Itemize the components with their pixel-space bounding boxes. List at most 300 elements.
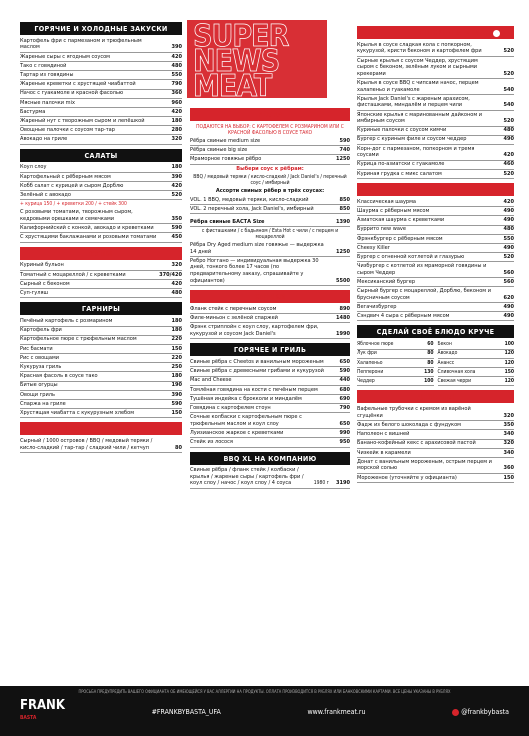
menu-item <box>357 474 514 483</box>
menu-item-name: Крылья в соусе сладкая кола с попкорном, кукурузой, кристи беконом и картофелем фри <box>357 41 482 55</box>
addon-item-price: 120 <box>504 378 514 385</box>
addon-item-name: Сливочная хола <box>437 368 476 375</box>
menu-item <box>357 278 514 287</box>
section-header-steaks: СТЕЙКИ <box>190 290 350 303</box>
menu-item <box>357 95 514 111</box>
menu-item <box>357 253 514 262</box>
social-icon <box>452 709 459 716</box>
menu-item-name: Вафельные трубочки с кремом из варёной сгущёнки <box>357 406 471 419</box>
ribs-dry <box>190 241 350 257</box>
menu-item-price: 220 <box>171 354 182 361</box>
section-header-sauces: СОУСЫ НА ВЫБОР <box>20 422 182 435</box>
menu-item-name: Курица по-азиатски с гуакамоле <box>357 161 445 168</box>
salads-list-2 <box>20 208 182 242</box>
menu-item-name: Чизбургер с котлетой из мраморной говядины и сыром Чеддер <box>357 263 487 276</box>
addon-item <box>357 340 434 349</box>
menu-item-name: С хрустящими баклажанами и розовыми томатами <box>20 234 157 241</box>
ribs-vol2-price: 850 <box>339 205 350 212</box>
menu-item-name: Зелёный с авокадо <box>20 192 71 199</box>
menu-item-price: 740 <box>339 146 350 153</box>
menu-item <box>20 173 182 182</box>
menu-item-price: 320 <box>503 440 514 447</box>
wings-list <box>357 41 514 179</box>
addon-item <box>357 377 434 386</box>
menu-item <box>20 271 182 280</box>
menu-item-price: 1480 <box>335 315 350 322</box>
menu-item-price: 560 <box>503 278 514 285</box>
menu-item <box>357 440 514 449</box>
ribs-basta-price: 1390 <box>335 218 350 225</box>
menu-item-price: 490 <box>503 208 514 215</box>
menu-item-name: Фадж из белого шоколада с фундуком <box>357 421 461 428</box>
menu-item <box>20 224 182 233</box>
salads-addon: + курица 150 / + креветки 200 / + стейк 300 <box>20 201 127 208</box>
menu-item-price: 490 <box>503 244 514 251</box>
menu-item-name: Классическая шаурма <box>357 198 417 205</box>
website-link[interactable]: www.frankmeat.ru <box>307 708 366 716</box>
menu-item <box>190 395 350 404</box>
menu-item-name: Луизианское жаркое с креветками <box>190 429 284 436</box>
menu-item-price: 990 <box>339 429 350 436</box>
menu-item-price: 790 <box>171 81 182 88</box>
menu-item-name: Куриные палочки с соусом кимчи <box>357 127 447 134</box>
ribs-dry-name: Рёбра Dry Aged medium size говяжье — выдержка 14 дней <box>190 242 324 255</box>
addon-item-price: 150 <box>504 368 514 375</box>
menu-item <box>20 382 182 391</box>
sauces-row <box>20 437 182 453</box>
menu-item-price: 950 <box>339 439 350 446</box>
menu-item-name: Говядина с картофелем стоун <box>190 404 271 411</box>
menu-item-name: Свиные рёбра с Cheetos и ванильным мороженым <box>190 359 324 366</box>
menu-item <box>357 207 514 216</box>
menu-item-name: Крылья Jack Daniel's с жареным арахисом, фисташками, миндалём и перцем чили <box>357 95 470 109</box>
menu-item-name: Шаурма с рёберным мясом <box>357 208 430 215</box>
ribs-vol2-name: VOL. 2 перечный хола, Jack Daniel's, имбирный <box>190 205 314 212</box>
menu-item-price: 420 <box>171 182 182 189</box>
menu-item-price: 190 <box>171 382 182 389</box>
menu-item-name: Крылья в соусе BBQ с чипсами начос, перцем халапеньо и гуакамоле <box>357 79 479 93</box>
addon-item-price: 120 <box>504 350 514 357</box>
menu-item <box>357 57 514 79</box>
addon-item <box>357 368 434 377</box>
salads-list <box>20 164 182 201</box>
menu-item-price: 340 <box>503 431 514 438</box>
menu-item <box>20 354 182 363</box>
menu-item-price: 450 <box>171 234 182 241</box>
section-header-hot-cold: ГОРЯЧИЕ И ХОЛОДНЫЕ ЗАКУСКИ <box>20 22 182 35</box>
menu-item <box>20 135 182 144</box>
menu-item-price: 180 <box>171 373 182 380</box>
menu-item-price: 180 <box>171 318 182 325</box>
footer <box>0 686 529 736</box>
menu-item-name: Мраморное говяжье рёбро <box>190 156 262 163</box>
menu-item <box>190 314 350 323</box>
menu-item-name: Буррито new wave <box>357 226 406 233</box>
menu-item <box>20 391 182 400</box>
menu-item-price: 180 <box>171 117 182 124</box>
menu-item-name: Филе-миньон с зелёной спаржей <box>190 315 278 322</box>
menu-item-name: Мексиканский бургер <box>357 278 416 285</box>
menu-item-name: Авокадо на гриле <box>20 136 68 143</box>
menu-item <box>20 182 182 191</box>
promo-banner <box>187 20 327 98</box>
menu-item-price: 390 <box>171 173 182 180</box>
section-header-desserts: ДЕСЕРТЫ <box>357 390 514 403</box>
ribs-basta <box>190 218 350 227</box>
logo-sub: BASTA <box>20 715 37 721</box>
menu-item-name: Чизкейк в карамели <box>357 449 411 456</box>
menu-item-price: 280 <box>171 127 182 134</box>
menu-item-price: 320 <box>503 412 514 419</box>
menu-item-price: 520 <box>503 170 514 177</box>
menu-item-name: Томатный с моцареллой / с креветками <box>20 271 126 278</box>
menu-item <box>190 146 350 155</box>
frank-logo <box>20 700 65 724</box>
menu-item-price: 960 <box>171 99 182 106</box>
menu-item-name: Бастурма <box>20 108 46 115</box>
menu-item-name: Рёбра свиные big size <box>190 146 248 153</box>
menu-item-name: Овощные палочки с соусом тар-тар <box>20 127 115 134</box>
menu-item-name: Бургер с куриным филе и соусом чеддер <box>357 136 467 143</box>
ribs-basta-note: с фисташками / с бадьяном / Esta Hot с чили / с перцем и моцареллой <box>201 228 339 241</box>
menu-item-name: Красная фасоль в соусе тако <box>20 373 98 380</box>
menu-item-price: 480 <box>503 226 514 233</box>
menu-item <box>190 155 350 164</box>
menu-item-price: 1250 <box>335 156 350 163</box>
menu-item <box>190 438 350 447</box>
column-middle <box>190 108 350 489</box>
menu-item-name: Азиатская шаурма с креветками <box>357 217 445 224</box>
menu-item-name: Фланк стейк с перечным соусом <box>190 305 277 312</box>
banner-line-3: MEAT <box>193 69 272 98</box>
banner-line-1: SUPER <box>193 20 289 54</box>
menu-item-price: 360 <box>503 465 514 472</box>
menu-item-name: С розовыми томатами, творожным сыром, кедровыми орешками и семечками <box>20 209 133 222</box>
menu-item-name: Фрэнкбургер с рёберным мясом <box>357 235 443 242</box>
steaks-list <box>190 305 350 339</box>
menu-item <box>190 305 350 314</box>
menu-item <box>357 405 514 421</box>
menu-item <box>357 226 514 235</box>
menu-item <box>20 71 182 80</box>
menu-item <box>190 413 350 429</box>
menu-item-price: 650 <box>339 420 350 427</box>
section-header-street: СТРИТФУД <box>357 183 514 196</box>
ribs-assorti: Ассорти свиных рёбер в трёх соусах: <box>215 188 325 195</box>
addon-item <box>438 359 515 368</box>
ribs-vol2 <box>190 205 350 214</box>
menu-item-price: 650 <box>339 359 350 366</box>
menu-item <box>20 126 182 135</box>
menu-item-name: Рёбра свиные medium size <box>190 137 261 144</box>
menu-item-name: Томлёная говядина на кости с печёным перцем <box>190 386 318 393</box>
footer-disclaimer: ПРОСЬБА ПРЕДУПРЕДИТЬ ВАШЕГО ОФИЦИАНТА ОБ ИМЕЮЩЕЙСЯ У ВАС АЛЛЕРГИИ НА ПРОДУКТЫ. ОПЛАТА ПРОИЗВОДИТСЯ В РУБЛЯХ ИЛИ БАНКОВСКИМИ КАРТАМИ. ВСЕ ЦЕНЫ УКАЗАНЫ В РУБЛЯХ <box>78 689 451 694</box>
menu-item <box>20 37 182 53</box>
bbqxl-row <box>190 467 350 489</box>
menu-item <box>357 262 514 278</box>
menu-item-price: 480 <box>171 62 182 69</box>
menu-item <box>357 161 514 170</box>
ribs-sauce-list: BBQ / медовый теряки / кисло-сладкий / Jack Daniel's / перечный соус / имбирный <box>193 174 347 187</box>
hot-cold-list <box>20 37 182 145</box>
menu-item-price: 520 <box>171 192 182 199</box>
menu-item-name: Начос с гуакамоле и красной фасолью <box>20 90 124 97</box>
menu-item-name: Спаржа на гриле <box>20 400 66 407</box>
menu-item-price: 180 <box>171 327 182 334</box>
menu-item-name: Куриный бульон <box>20 262 64 269</box>
menu-item-name: Картофельное пюре с трюфельным маслом <box>20 336 137 343</box>
menu-item-price: 390 <box>171 44 182 51</box>
addon-item <box>438 377 515 386</box>
ribs-vol1 <box>190 196 350 205</box>
ribs-note: ПОДАЮТСЯ НА ВЫБОР: С КАРТОФЕЛЕМ С РОЗМАРИНОМ ИЛИ С КРАСНОЙ ФАСОЛЬЮ В СОУСЕ ТАКО <box>196 124 344 136</box>
addon-item <box>357 359 434 368</box>
menu-item-price: 320 <box>171 262 182 269</box>
addon-item <box>357 350 434 359</box>
menu-item <box>190 386 350 395</box>
bowl-left-list <box>357 340 434 386</box>
menu-item <box>357 127 514 136</box>
menu-item-name: Овощи гриль <box>20 391 55 398</box>
menu-item-name: Mac and Cheese <box>190 377 232 384</box>
addon-item <box>438 350 515 359</box>
menu-item-price: 1990 <box>335 330 350 337</box>
garnish-list <box>20 317 182 418</box>
addon-item-name: Яблочное пюре <box>357 341 394 348</box>
menu-item <box>20 53 182 62</box>
menu-item-price: 680 <box>339 386 350 393</box>
menu-item-price: 490 <box>503 313 514 320</box>
menu-item <box>190 377 350 386</box>
banner-line-2: NEWS <box>193 44 280 79</box>
section-header-salads: САЛАТЫ <box>20 149 182 162</box>
menu-item-price: 420 <box>171 53 182 60</box>
menu-item-name: Жареные креветки с хрустящей чиабаттой <box>20 81 136 88</box>
addon-item-name: Анансс <box>437 359 455 366</box>
grill-list <box>190 358 350 447</box>
menu-item-name: Коул слоу <box>20 164 47 171</box>
menu-item-name: Картофельный с рёберным мясом <box>20 173 111 180</box>
menu-item-name: Японские крылья с маринованным дайконом и имбирным соусом <box>357 111 483 125</box>
menu-item <box>20 336 182 345</box>
menu-item-price: 790 <box>339 404 350 411</box>
menu-item <box>20 363 182 372</box>
menu-item <box>20 409 182 418</box>
addon-item-price: 130 <box>424 368 434 375</box>
menu-item <box>357 303 514 312</box>
menu-item <box>190 404 350 413</box>
menu-item-price: 490 <box>503 136 514 143</box>
menu-item <box>190 367 350 376</box>
addon-item-price: 100 <box>504 341 514 348</box>
menu-item-name: Куриная грудка с микс салатом <box>357 170 442 177</box>
wings-title: CHICKEN & WINGS <box>418 28 491 37</box>
menu-item <box>190 137 350 146</box>
menu-item-name: Печёный картофель с розмарином <box>20 318 113 325</box>
street-list <box>357 198 514 321</box>
menu-item <box>20 108 182 117</box>
menu-item-name: Свиные рёбра с древесными грибами и кукурузой <box>190 368 324 375</box>
menu-item-price: 890 <box>339 305 350 312</box>
menu-item <box>357 430 514 439</box>
addon-item <box>438 340 515 349</box>
menu-item <box>20 233 182 242</box>
menu-item-price: 220 <box>171 336 182 343</box>
addon-item <box>438 368 515 377</box>
menu-item-price: 690 <box>339 395 350 402</box>
menu-item-name: Рис с овощами <box>20 354 60 361</box>
bbqxl-price: 3190 <box>335 480 350 487</box>
menu-item <box>20 345 182 354</box>
menu-item-name: Сырные крылья с соусом Чеддер, хрустящим сыром с беконом, зелёным луком и сырными крекерами <box>357 57 478 77</box>
menu-item-name: Мясные палочки mix <box>20 99 75 106</box>
menu-item-name: Сэндвич 4 сыра с рёберным мясом <box>357 313 450 320</box>
ribs-dry-price: 1250 <box>335 248 350 255</box>
menu-item-price: 460 <box>503 161 514 168</box>
menu-item <box>357 79 514 95</box>
menu-item <box>190 323 350 339</box>
menu-item-price: 420 <box>503 198 514 205</box>
menu-item-price: 520 <box>503 118 514 125</box>
menu-item-price: 520 <box>503 70 514 77</box>
menu-item <box>20 90 182 99</box>
sauces-text: Сырный / 1000 островов / BBQ / медовый теряки / кисло-сладкий / тар-тар / сладкий чили / кетчуп <box>20 438 153 451</box>
menu-item <box>357 449 514 458</box>
menu-item-name: Кобб салат с курицей и сыром Дорблю <box>20 182 124 189</box>
menu-item-price: 490 <box>503 217 514 224</box>
menu-item-price: 520 <box>503 48 514 55</box>
ribs-nogtano-name: Ребро Ноггано — индивидуальная выдержка 30 дней, тонкого более 17 часов (по предварительному заказу, спрашивайте у официантов) <box>190 257 319 284</box>
menu-item-name: Бургер с огненной котлетой и глазурью <box>357 253 465 260</box>
menu-item <box>357 136 514 145</box>
menu-item-name: Хрустящая чиабатта с кукурузным хлебом <box>20 409 135 416</box>
menu-item-price: 520 <box>503 253 514 260</box>
menu-item <box>357 421 514 430</box>
menu-item-price: 350 <box>171 215 182 222</box>
menu-item-name: Вегачизбургер <box>357 303 397 310</box>
hashtag-text: #FRANKBYBASTA_UFA <box>151 708 221 716</box>
menu-item <box>20 99 182 108</box>
section-header-soups: СУПЫ <box>20 247 182 260</box>
menu-item <box>20 280 182 289</box>
menu-item-name: Кукуруза гриль <box>20 364 62 371</box>
menu-item-name: Суп-гуляш <box>20 289 49 296</box>
menu-item-name: Сырный с беконом <box>20 280 70 287</box>
menu-item <box>357 41 514 57</box>
addon-item-name: Халапеньо <box>357 359 383 366</box>
menu-item <box>190 429 350 438</box>
social-handle[interactable] <box>452 708 509 716</box>
addon-item-name: Лук фри <box>357 350 377 357</box>
menu-item <box>20 400 182 409</box>
menu-item-price: 360 <box>171 90 182 97</box>
section-header-bbqxl: BBQ XL НА КОМПАНИЮ <box>190 452 350 465</box>
bowl-grid <box>357 340 514 386</box>
menu-item <box>20 317 182 326</box>
section-header-ribs: РЁБРА <box>190 108 350 121</box>
menu-item-name: Картофель фри с пармезаном и трюфельным маслом <box>20 37 142 51</box>
menu-item-price: 250 <box>171 364 182 371</box>
menu-item-name: Cheesy Killer <box>357 244 390 251</box>
menu-item-price: 590 <box>171 400 182 407</box>
ribs-nogtano <box>190 257 350 286</box>
menu-item-price: 550 <box>171 71 182 78</box>
bbqxl-text: Свиные рёбра / фланк стейк / колбаски / крылья / жареные сыры / картофель фри / коул слоу / начос / коул слоу / 4 соуса <box>190 467 304 487</box>
menu-item <box>357 170 514 179</box>
menu-item-price: 180 <box>171 164 182 171</box>
menu-item-price: 420 <box>503 152 514 159</box>
desserts-list <box>357 405 514 483</box>
bbqxl-weight: 1980 г <box>313 480 329 487</box>
ribs-list <box>190 137 350 165</box>
menu-item-price: 150 <box>171 409 182 416</box>
menu-item-name: Картофель фри <box>20 327 62 334</box>
ribs-basta-name: Рёбра свиные БАСТА Size <box>190 218 265 225</box>
menu-item <box>20 289 182 298</box>
menu-item-name: Битые огурцы <box>20 382 58 389</box>
menu-item <box>357 198 514 207</box>
menu-item-price: 590 <box>171 224 182 231</box>
menu-item-price: 620 <box>503 294 514 301</box>
menu-item-name: Сочные колбаски с картофельным пюре с трюфельным маслом и коул слоу <box>190 414 302 427</box>
column-right <box>357 26 514 483</box>
menu-item <box>20 208 182 224</box>
menu-item-name: Тушёная индейка с брокколи и миндалём <box>190 395 302 402</box>
menu-item <box>20 372 182 381</box>
menu-item-price: 420 <box>171 108 182 115</box>
addon-item-name: Чеддер <box>357 378 375 385</box>
menu-item-name: Жареные сыры с ягодным соусом <box>20 53 110 60</box>
menu-item <box>20 62 182 71</box>
menu-item-name: Тартар из говядины <box>20 71 74 78</box>
ribs-vol1-name: VOL. 1 BBQ, медовый теряки, кисло-сладкий <box>190 196 309 203</box>
menu-item <box>20 191 182 200</box>
logo-text: FRANK <box>20 698 65 713</box>
footer-bar <box>0 694 529 724</box>
addon-item-price: 60 <box>427 341 434 348</box>
menu-item <box>357 111 514 127</box>
bowl-right-list <box>438 340 515 386</box>
menu-item <box>357 458 514 474</box>
menu-item-price: 590 <box>339 368 350 375</box>
menu-item-name: Фрэнк стриплойн с коул слоу, картофелем фри, кукурузой и соусом Jack Daniel's <box>190 324 319 337</box>
menu-item <box>357 244 514 253</box>
menu-item-name: Банано-кофейный кекс с арахисовой пастой <box>357 440 476 447</box>
addon-item-price: 120 <box>504 359 514 366</box>
menu-item <box>20 327 182 336</box>
menu-item-price: 370/420 <box>159 271 182 278</box>
addon-item-price: 80 <box>427 359 434 366</box>
menu-item <box>357 235 514 244</box>
addon-item-name: Пепперони <box>357 368 384 375</box>
menu-item-price: 150 <box>171 345 182 352</box>
section-header-bowl: СДЕЛАЙ СВОЁ БЛЮДО КРУЧЕ <box>357 325 514 338</box>
ribs-vol1-price: 850 <box>339 196 350 203</box>
menu-item-name: Мороженое (уточняйте у официанта) <box>357 474 457 481</box>
menu-item-price: 550 <box>503 235 514 242</box>
section-header-grill: ГОРЯЧЕЕ И ГРИЛЬ <box>190 343 350 356</box>
menu-item-price: 390 <box>171 391 182 398</box>
menu-item <box>20 117 182 126</box>
menu-item-name: Донат с ванильным мороженым, острым перцем и морской солью <box>357 458 492 472</box>
addon-item-name: Свежая черри <box>437 378 472 385</box>
menu-item <box>357 216 514 225</box>
addon-item-name: Бекон <box>437 341 452 348</box>
soups-list <box>20 262 182 299</box>
menu-item-name: Рис басмати <box>20 345 53 352</box>
menu-item-name: Стейк из лосося <box>190 439 233 446</box>
menu-item <box>20 80 182 89</box>
